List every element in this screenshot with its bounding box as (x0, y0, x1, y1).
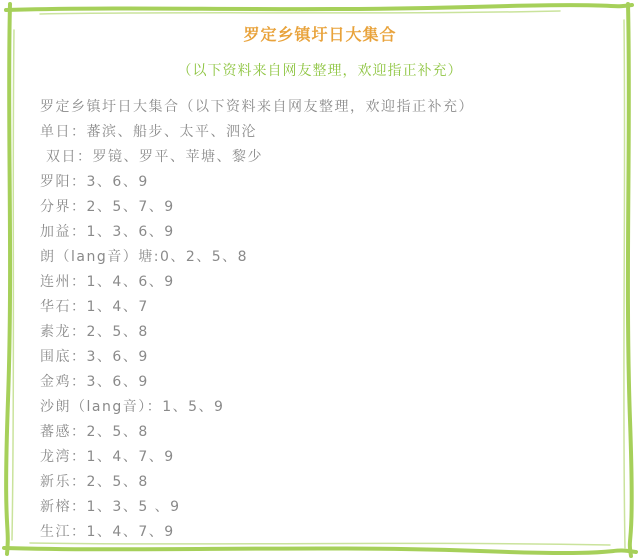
list-item: 生江：1、4、7、9 (40, 524, 175, 540)
list-item: 蕃感：2、5、8 (40, 424, 149, 440)
market-day-list (40, 95, 620, 545)
list-item: 素龙：2、5、8 (40, 324, 149, 340)
list-item: 罗定乡镇圩日大集合（以下资料来自网友整理，欢迎指正补充） (40, 99, 474, 115)
page-subtitle: （以下资料来自网友整理，欢迎指正补充） (177, 63, 463, 79)
list-item: 单日：蕃滨、船步、太平、泗沦 (40, 124, 257, 140)
list-item: 沙朗（lang音）：1、5、9 (40, 399, 225, 415)
list-item: 金鸡：3、6、9 (40, 374, 149, 390)
list-item: 新乐：2、5、8 (40, 474, 149, 490)
list-item: 分界：2、5、7、9 (40, 199, 175, 215)
page-title: 罗定乡镇圩日大集合 (243, 25, 397, 44)
list-item: 龙湾：1、4、7、9 (40, 449, 175, 465)
list-item: 加益：1、3、6、9 (40, 224, 175, 240)
list-item: 连州：1、4、6、9 (40, 274, 175, 290)
list-item: 双日：罗镜、罗平、苹塘、黎少 (40, 149, 263, 165)
list-item: 围底：3、6、9 (40, 349, 149, 365)
list-item: 朗（lang音）塘:0、2、5、8 (40, 249, 249, 265)
list-item: 新榕：1、3、5 、9 (40, 499, 181, 515)
list-item: 罗阳：3、6、9 (40, 174, 149, 190)
list-item: 华石：1、4、7 (40, 299, 149, 315)
